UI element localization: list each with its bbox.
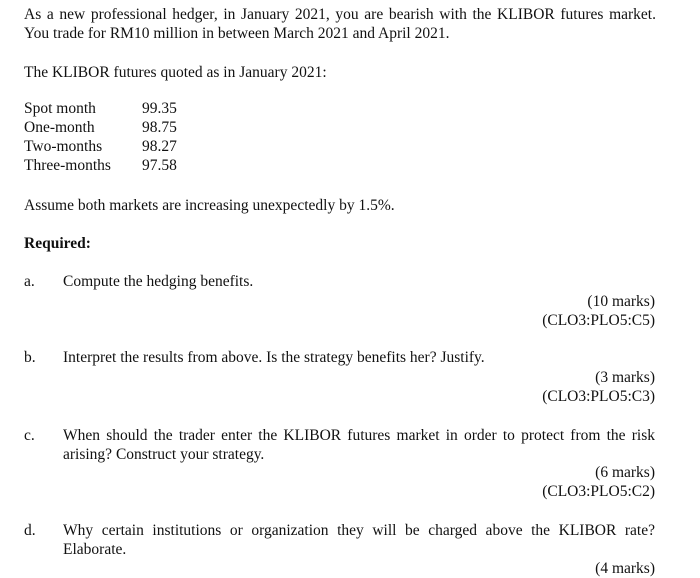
intro-paragraph: As a new professional hedger, in January 2021, you are bearish with the KLIBOR futures market. You trade for RM10 million in between March 2021 and April 2021. xyxy=(24,6,656,42)
clo-label: (CLO3:PLO5:C3) xyxy=(542,388,655,405)
marks-label: (6 marks) xyxy=(595,464,655,481)
rate-row-spot xyxy=(24,99,177,118)
marks-label: (4 marks) xyxy=(595,560,655,577)
rate-label: One-month xyxy=(24,119,95,136)
rate-row-two-months xyxy=(24,137,177,156)
rates-table xyxy=(24,99,177,175)
rate-value: 98.75 xyxy=(142,119,177,136)
question-a-marks xyxy=(542,292,655,330)
rate-value: 97.58 xyxy=(142,157,177,174)
rate-row-one-month xyxy=(24,118,177,137)
marks-label: (3 marks) xyxy=(595,369,655,386)
rate-label: Spot month xyxy=(24,100,96,117)
clo-label: (CLO3:PLO5:C2) xyxy=(542,483,655,500)
rate-row-three-months xyxy=(24,156,177,175)
marks-label: (10 marks) xyxy=(587,293,655,310)
question-c-letter: c. xyxy=(24,427,35,444)
rate-value: 99.35 xyxy=(142,100,177,117)
rate-label: Three-months xyxy=(24,157,111,174)
question-a-text: Compute the hedging benefits. xyxy=(63,273,254,290)
question-d-marks xyxy=(595,559,655,578)
question-c-text: When should the trader enter the KLIBOR futures market in order to protect from the risk arising? Construct your strategy. xyxy=(63,427,655,463)
required-heading: Required: xyxy=(24,235,91,252)
question-a-letter: a. xyxy=(24,273,35,290)
question-b-letter: b. xyxy=(24,349,36,366)
quoted-heading: The KLIBOR futures quoted as in January 2021: xyxy=(24,64,327,81)
rate-label: Two-months xyxy=(24,138,103,155)
question-b-text: Interpret the results from above. Is the strategy benefits her? Justify. xyxy=(63,349,485,366)
question-d-text: Why certain institutions or organization they will be charged above the KLIBOR rate? Elaborate. xyxy=(63,522,655,558)
assumption-text: Assume both markets are increasing unexpectedly by 1.5%. xyxy=(24,197,395,214)
question-d-letter: d. xyxy=(24,522,36,539)
question-b-marks xyxy=(542,368,655,406)
question-c-marks xyxy=(542,463,655,501)
rate-value: 98.27 xyxy=(142,138,177,155)
clo-label: (CLO3:PLO5:C5) xyxy=(542,312,655,329)
